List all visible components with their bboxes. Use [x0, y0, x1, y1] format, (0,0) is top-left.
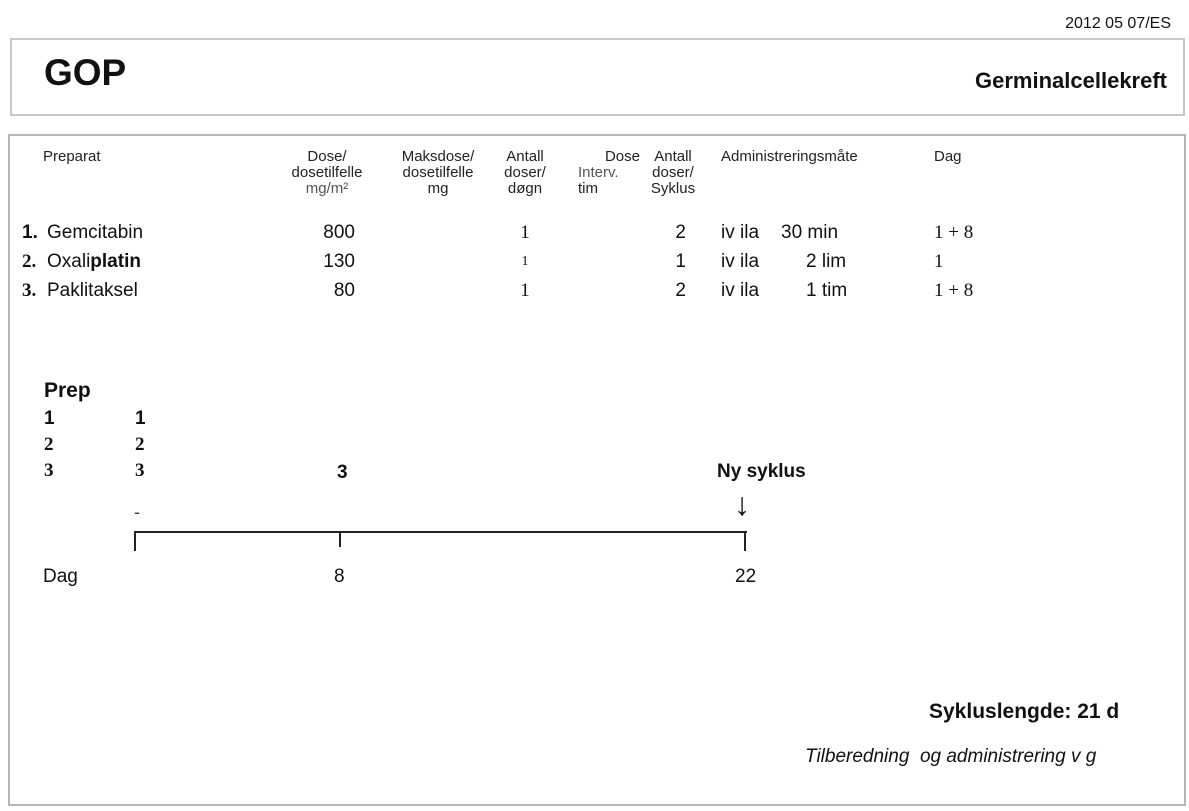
doses-per-day: 1 [520, 280, 530, 301]
col-header-maksdose [388, 149, 488, 197]
date-code: 2012 05 07/ES [1065, 15, 1171, 32]
doses-per-cycle: 2 [675, 280, 686, 301]
timeline-tick-day8 [339, 531, 341, 547]
drug-name-part1: Oxali [47, 251, 91, 272]
col-header-dose-line2: dosetilfelle [291, 164, 363, 181]
table-row [0, 280, 1189, 304]
new-cycle-label: Ny syklus [717, 461, 806, 482]
col-header-antall-line3: døgn [507, 180, 543, 197]
col-header-antall-dogn [493, 149, 557, 197]
dag-label: Dag [43, 566, 78, 587]
col-header-interv-line3: tim [578, 180, 598, 197]
col-header-maksdose-line3: mg [427, 180, 449, 197]
dose-value: 800 [323, 222, 355, 243]
col-header-dose-line1: Dose/ [307, 148, 347, 165]
col-header-preparat: Preparat [43, 148, 101, 165]
col-header-dag: Dag [934, 148, 962, 165]
doses-per-day: 1 [521, 254, 529, 269]
route: iv ila [721, 280, 760, 301]
prep-row-3: 3 [44, 460, 54, 481]
timeline-tick-day22 [744, 531, 746, 551]
day1-mark-2: 2 [135, 434, 145, 455]
col-header-interv-line1: Dose [604, 148, 640, 165]
col-header-dose-line3: mg/m² [305, 180, 349, 197]
dash-mark: - [134, 502, 140, 522]
days: 1 + 8 [934, 280, 974, 301]
drug-name: Paklitaksel [47, 280, 138, 301]
prep-row-2: 2 [44, 434, 54, 455]
col-header-syklus-line1: Antall [654, 148, 692, 165]
days: 1 + 8 [934, 222, 974, 243]
doses-per-cycle: 1 [675, 251, 686, 272]
table-row [0, 251, 1189, 275]
col-header-maksdose-line1: Maksdose/ [401, 148, 475, 165]
duration: 2 lim [806, 251, 847, 272]
table-row [0, 222, 1189, 246]
row-number: 2. [22, 251, 37, 272]
col-header-interv [578, 149, 640, 197]
diagnosis-title: Germinalcellekreft [975, 68, 1167, 93]
col-header-maksdose-line2: dosetilfelle [402, 164, 474, 181]
prep-row-1: 1 [44, 408, 55, 429]
col-header-syklus-line2: doser/ [652, 164, 694, 181]
timeline-tick-day1 [134, 531, 136, 551]
regimen-title: GOP [44, 52, 127, 93]
duration: 1 tim [806, 280, 848, 301]
duration: 30 min [781, 222, 839, 243]
day1-mark-3: 3 [135, 460, 145, 481]
day8-mark-3: 3 [337, 462, 348, 483]
prep-label: Prep [44, 379, 91, 402]
drug-name-part2: platin [90, 251, 141, 272]
dose-value: 130 [323, 251, 355, 272]
timeline-day-label: 22 [735, 566, 757, 587]
col-header-antall-line2: doser/ [504, 164, 546, 181]
col-header-antall-syklus [638, 149, 708, 197]
arrow-down-icon: ↓ [734, 486, 750, 522]
timeline-axis [134, 531, 747, 533]
dose-value: 80 [333, 280, 355, 301]
drug-name: Gemcitabin [47, 222, 144, 243]
col-header-syklus-line3: Syklus [650, 180, 696, 197]
route: iv ila [721, 222, 760, 243]
route: iv ila [721, 251, 760, 272]
day1-mark-1: 1 [135, 408, 146, 429]
col-header-antall-line1: Antall [506, 148, 544, 165]
drug-name [47, 251, 141, 273]
col-header-interv-line2: Interv. [578, 164, 619, 181]
col-header-dose [270, 149, 384, 197]
days: 1 [934, 251, 944, 272]
col-header-admin: Administreringsmåte [721, 148, 858, 165]
doses-per-cycle: 2 [675, 222, 686, 243]
timeline-day-label: 8 [334, 566, 345, 587]
row-number: 3. [22, 280, 37, 301]
preparation-note: Tilberedning og administrering v g [805, 746, 1097, 767]
cycle-length: Sykluslengde: 21 d [929, 700, 1120, 723]
doses-per-day: 1 [520, 222, 530, 243]
row-number: 1. [22, 222, 38, 243]
